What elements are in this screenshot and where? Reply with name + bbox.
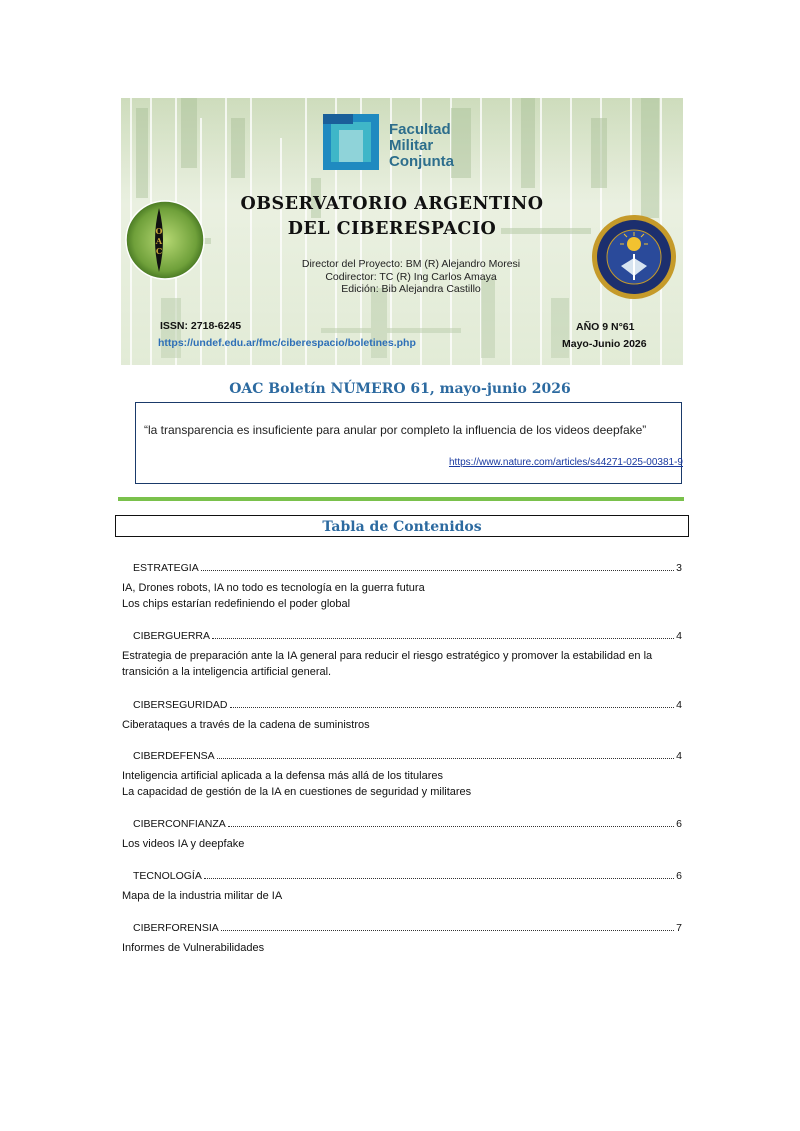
toc-item[interactable]: La capacidad de gestión de la IA en cuestiones de seguridad y militares [122, 786, 472, 798]
toc-section-label: CIBERSEGURIDAD [133, 699, 228, 711]
toc-leader [201, 570, 674, 571]
svg-text:C: C [155, 246, 163, 256]
toc-item[interactable]: Estrategia de preparación ante la IA general para reducir el riesgo estratégico y promover la estabilidad en la [122, 650, 653, 662]
toc-leader [228, 826, 674, 827]
toc-section-label: CIBERDEFENSA [133, 750, 215, 762]
faculty-line: Facultad [389, 121, 451, 138]
toc-section-estrategia[interactable] [133, 560, 682, 574]
divider [118, 497, 684, 501]
toc-page-number: 6 [676, 870, 682, 882]
toc-item[interactable]: Los videos IA y deepfake [122, 838, 245, 850]
toc-header-box [115, 515, 689, 537]
toc-item[interactable]: Los chips estarían redefiniendo el poder global [122, 598, 351, 610]
toc-section-ciberconfianza[interactable] [133, 816, 682, 830]
svg-text:O: O [155, 226, 163, 236]
toc-section-label: CIBERGUERRA [133, 630, 211, 642]
toc-item[interactable]: transición a la inteligencia artificial general. [122, 666, 332, 678]
toc-section-label: CIBERCONFIANZA [133, 818, 226, 830]
toc-section-label: TECNOLOGÍA [133, 870, 202, 882]
fmc-logo [323, 114, 379, 170]
faculty-name [389, 122, 454, 170]
quote-box [135, 402, 682, 484]
director-text: Director del Proyecto: BM (R) Alejandro Moresi [301, 258, 521, 270]
banner-title-line1: OBSERVATORIO ARGENTINO [240, 194, 544, 214]
quote-text: “la transparencia es insuficiente para anular por completo la influencia de los videos deepfake” [144, 423, 647, 437]
toc-leader [230, 707, 675, 708]
issue-number: AÑO 9 N°61 [576, 321, 635, 333]
toc-item[interactable]: Informes de Vulnerabilidades [122, 942, 265, 954]
toc-page-number: 6 [676, 818, 682, 830]
boletin-title: OAC Boletín NÚMERO 61, mayo-junio 2026 [229, 381, 571, 397]
toc-section-tecnologia[interactable] [133, 868, 682, 882]
toc-item[interactable]: IA, Drones robots, IA no todo es tecnología en la guerra futura [122, 582, 425, 594]
toc-page-number: 3 [676, 562, 682, 574]
faculty-line: Militar [389, 137, 434, 154]
toc-leader [204, 878, 674, 879]
header-banner [121, 98, 683, 365]
toc-item[interactable]: Mapa de la industria militar de IA [122, 890, 283, 902]
toc-item[interactable]: Ciberataques a través de la cadena de suministros [122, 719, 370, 731]
edition-text: Edición: Bib Alejandra Castillo [341, 283, 481, 295]
ciberdefensa-seal [591, 214, 677, 300]
credits [241, 258, 581, 296]
toc-page-number: 4 [676, 699, 682, 711]
faculty-line: Conjunta [389, 153, 454, 170]
banner-title-line2: DEL CIBERESPACIO [287, 219, 497, 239]
toc-leader [212, 638, 674, 639]
toc-section-ciberforensia[interactable] [133, 920, 682, 934]
toc-page-number: 4 [676, 630, 682, 642]
toc-page-number: 7 [676, 922, 682, 934]
toc-item[interactable]: Inteligencia artificial aplicada a la defensa más allá de los titulares [122, 770, 444, 782]
toc-section-ciberseguridad[interactable] [133, 697, 682, 711]
issue-date: Mayo-Junio 2026 [562, 338, 647, 350]
toc-title: Tabla de Contenidos [322, 519, 482, 535]
toc-section-ciberdefensa[interactable] [133, 748, 682, 762]
toc-leader [221, 930, 674, 931]
issn: ISSN: 2718-6245 [160, 320, 242, 332]
quote-source-link[interactable]: https://www.nature.com/articles/s44271-025-00381-9 [448, 457, 683, 468]
oac-logo [125, 200, 205, 280]
toc-section-label: CIBERFORENSIA [133, 922, 219, 934]
toc-leader [217, 758, 674, 759]
svg-text:A: A [155, 236, 163, 246]
toc-page-number: 4 [676, 750, 682, 762]
toc-section-label: ESTRATEGIA [133, 562, 199, 574]
boletines-link[interactable]: https://undef.edu.ar/fmc/ciberespacio/boletines.php [158, 337, 416, 349]
codirector-text: Codirector: TC (R) Ing Carlos Amaya [325, 270, 497, 283]
toc-section-ciberguerra[interactable] [133, 628, 682, 642]
